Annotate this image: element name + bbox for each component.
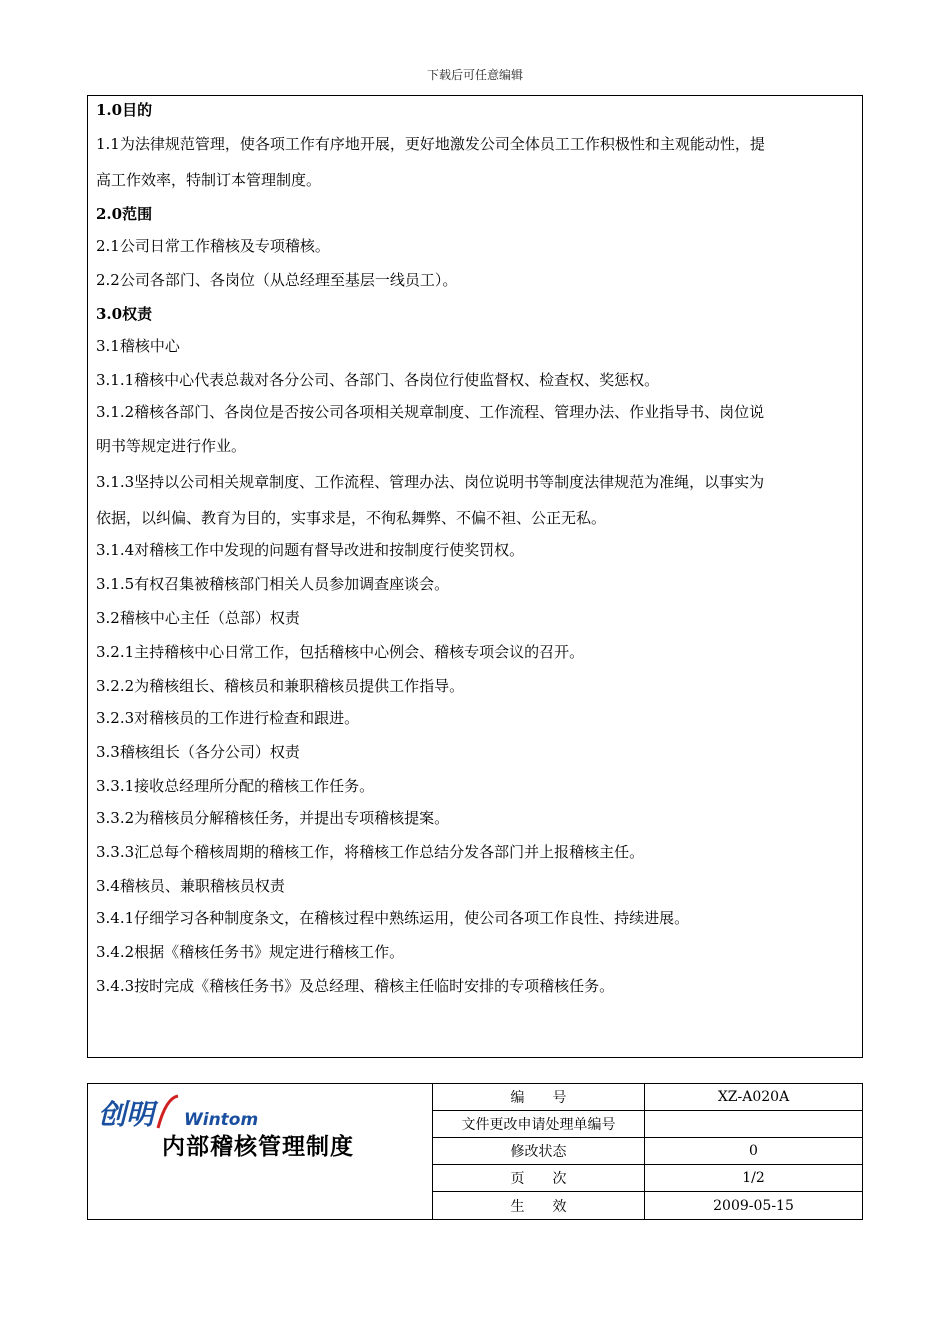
info-label: 页 次	[433, 1165, 645, 1191]
info-label: 修改状态	[433, 1138, 645, 1164]
content-line: 3.4稽核员、兼职稽核员权责	[96, 877, 285, 895]
info-value: XZ-A020A	[717, 1089, 790, 1105]
info-row-number	[433, 1084, 862, 1111]
info-label: 文件更改申请处理单编号	[433, 1111, 645, 1137]
content-line: 3.1.4对稽核工作中发现的问题有督导改进和按制度行使奖罚权。	[96, 541, 525, 559]
content-line: 3.1.1稽核中心代表总裁对各分公司、各部门、各岗位行使监督权、检查权、奖惩权。	[96, 371, 660, 389]
content-line: 3.4.2根据《稽核任务书》规定进行稽核工作。	[96, 943, 405, 961]
content-line: 3.4.1仔细学习各种制度条文，在稽核过程中熟练运用，使公司各项工作良性、持续进展。	[96, 909, 690, 927]
content-line: 3.3稽核组长（各分公司）权责	[96, 743, 300, 761]
content-line: 依据，以纠偏、教育为目的，实事求是，不徇私舞弊、不偏不袒、公正无私。	[96, 509, 607, 527]
content-line: 2.2公司各部门、各岗位（从总经理至基层一线员工）。	[96, 271, 458, 289]
info-value: 1/2	[742, 1170, 765, 1186]
content-line: 3.1.2稽核各部门、各岗位是否按公司各项相关规章制度、工作流程、管理办法、作业指导书、岗位说	[96, 403, 765, 421]
content-line: 3.2稽核中心主任（总部）权责	[96, 609, 300, 627]
content-line: 3.2.1主持稽核中心日常工作，包括稽核中心例会、稽核专项会议的召开。	[96, 643, 585, 661]
content-line: 3.2.2为稽核组长、稽核员和兼职稽核员提供工作指导。	[96, 677, 465, 695]
content-line: 2.1公司日常工作稽核及专项稽核。	[96, 237, 330, 255]
content-line: 3.3.2为稽核员分解稽核任务，并提出专项稽核提案。	[96, 809, 450, 827]
section-heading-scope: 2.0范围	[96, 205, 153, 223]
content-line: 3.2.3对稽核员的工作进行检查和跟进。	[96, 709, 360, 727]
info-row-effective	[433, 1192, 862, 1219]
info-value: 2009-05-15	[713, 1197, 794, 1214]
content-line: 高工作效率，特制订本管理制度。	[96, 171, 322, 189]
header-note: 下载后可任意编辑	[426, 68, 523, 82]
document-title: 内部稽核管理制度	[162, 1134, 354, 1160]
info-value: 0	[749, 1143, 758, 1159]
content-line: 3.4.3按时完成《稽核任务书》及总经理、稽核主任临时安排的专项稽核任务。	[96, 977, 615, 995]
content-line: 3.1.3坚持以公司相关规章制度、工作流程、管理办法、岗位说明书等制度法律规范为准绳，以事实为	[96, 473, 765, 491]
content-line: 1.1为法律规范管理，使各项工作有序地开展，更好地激发公司全体员工工作积极性和主观能动性，提	[96, 135, 765, 153]
content-box	[87, 95, 863, 1058]
info-row-page	[433, 1165, 862, 1192]
section-heading-responsibilities: 3.0权责	[96, 305, 153, 323]
logo-cn-text: 创明	[98, 1098, 155, 1131]
logo-title-cell	[88, 1084, 433, 1219]
document-info-table	[87, 1083, 863, 1220]
content-line: 3.3.1接收总经理所分配的稽核工作任务。	[96, 777, 375, 795]
logo-en-text: Wintom	[184, 1110, 259, 1130]
wintom-logo	[96, 1092, 286, 1132]
logo-swoosh	[158, 1096, 178, 1128]
info-row-revision	[433, 1138, 862, 1165]
content-line: 3.1.5有权召集被稽核部门相关人员参加调查座谈会。	[96, 575, 450, 593]
info-label: 编 号	[433, 1084, 645, 1110]
info-value	[645, 1111, 862, 1137]
section-heading-purpose: 1.0目的	[96, 101, 153, 119]
info-label: 生 效	[433, 1192, 645, 1219]
content-line: 3.1稽核中心	[96, 337, 180, 355]
content-line: 明书等规定进行作业。	[96, 437, 247, 455]
info-row-change-request	[433, 1111, 862, 1138]
content-line: 3.3.3汇总每个稽核周期的稽核工作，将稽核工作总结分发各部门并上报稽核主任。	[96, 843, 645, 861]
